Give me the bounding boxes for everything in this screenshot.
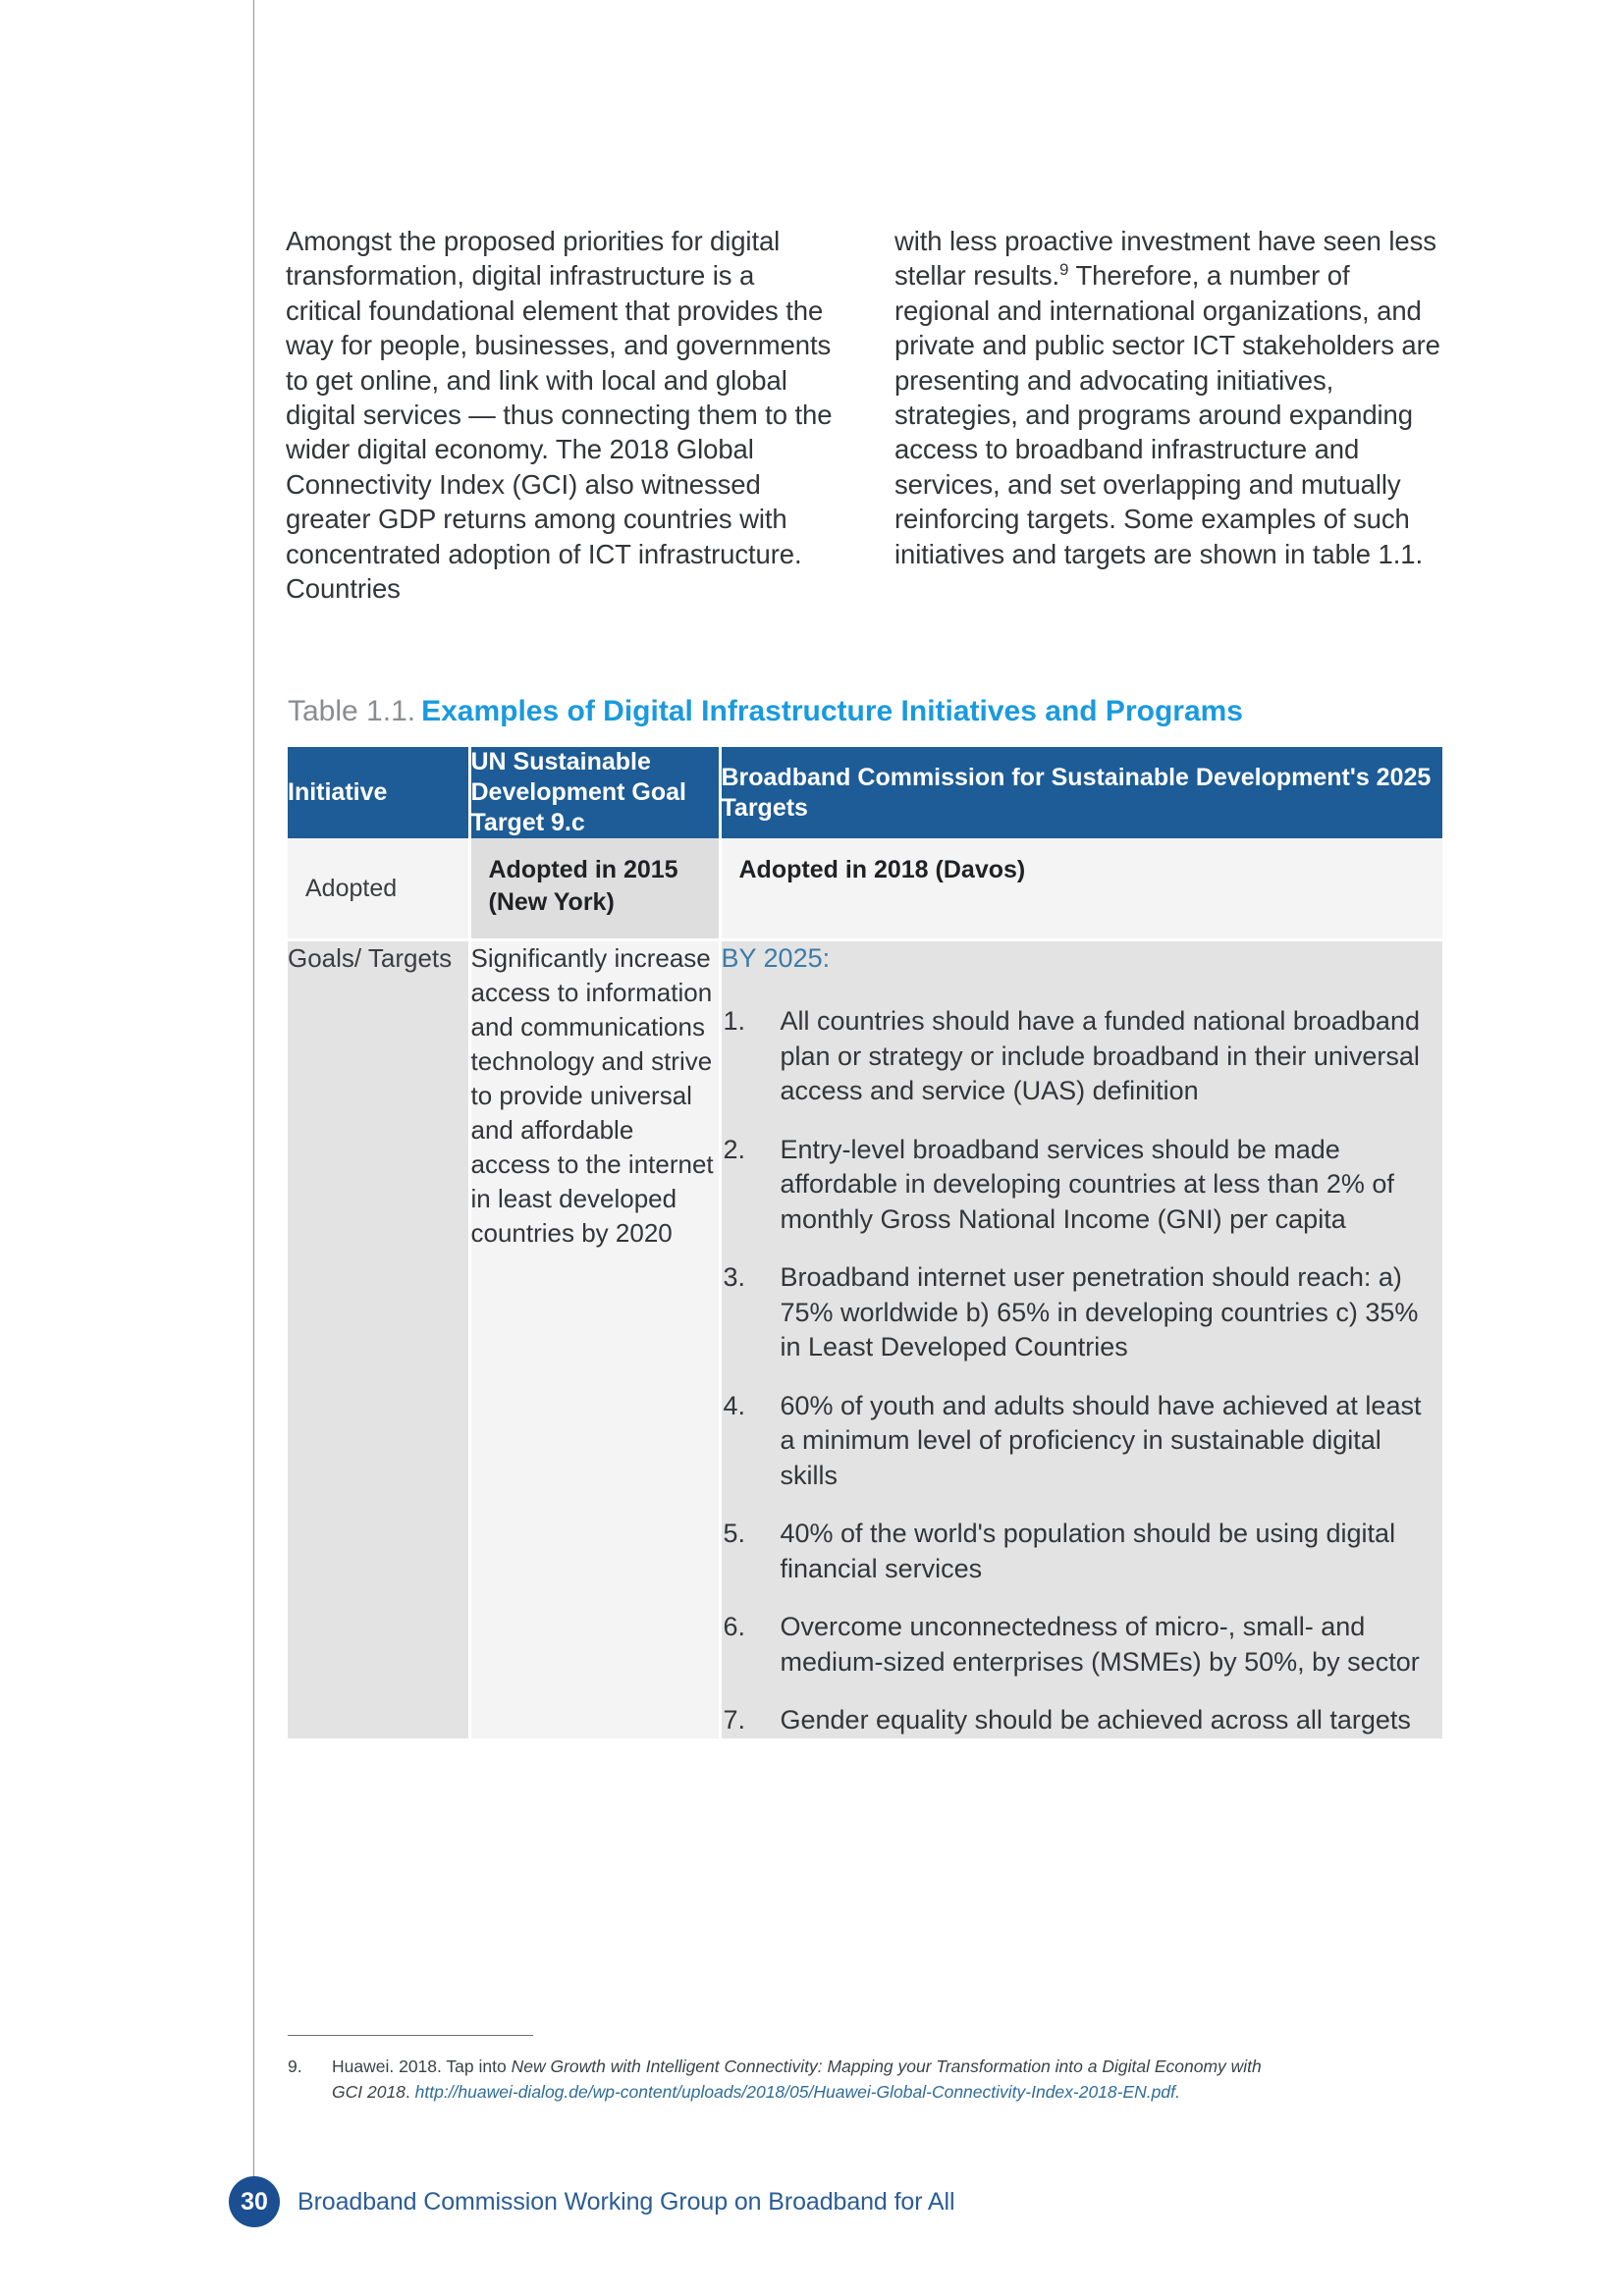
table-header-sdg-target: UN Sustainable Development Goal Target 9.c (469, 747, 720, 838)
footer-organization-text: Broadband Commission Working Group on Broadband for All (298, 2187, 955, 2216)
table-caption (288, 693, 1243, 730)
cell-sdg-target-text: Significantly increase access to information and communications technology and strive to provide universal and affordable access to the internet in least developed countries by 2020 (469, 940, 720, 1738)
table-header-broadband-commission: Broadband Commission for Sustainable Development's 2025 Targets (720, 747, 1442, 838)
body-right-column (894, 224, 1444, 606)
page-number-badge: 30 (229, 2176, 280, 2227)
cell-adopted-2018: Adopted in 2018 (Davos) (720, 838, 1442, 940)
body-left-column (286, 224, 836, 606)
table-row-adopted (288, 838, 1442, 940)
target-item: Gender equality should be achieved across all targets (780, 1705, 1411, 1735)
target-item: All countries should have a funded national broadband plan or strategy or include broadband in their universal access and service (UAS) definition (780, 1006, 1420, 1105)
page-margin-rule (253, 0, 254, 2206)
body-columns (286, 224, 1444, 606)
footnote-text-after: . (405, 2082, 415, 2102)
row-label-adopted: Adopted (288, 838, 469, 940)
page-footer (229, 2176, 954, 2227)
by-2025-label: BY 2025: (721, 943, 831, 973)
footnote-italic-title: New Growth with Intelligent Connectivity: Mapping your Transformation into a Digital Economy with GCI 2018 (332, 2056, 1262, 2102)
target-item: Overcome unconnectedness of micro-, small- and medium-sized enterprises (MSMEs) by 50%, by sector (780, 1612, 1420, 1677)
table-caption-title: Examples of Digital Infrastructure Initiatives and Programs (421, 695, 1243, 727)
table-header-initiative: Initiative (288, 747, 469, 838)
footnote-reference-9: 9 (1059, 260, 1069, 280)
target-item: 40% of the world's population should be using digital financial services (780, 1519, 1396, 1583)
body-right-paragraph (894, 224, 1444, 571)
footnote-url-link[interactable]: http://huawei-dialog.de/wp-content/uploads/2018/05/Huawei-Global-Connectivity-Index-2018-EN.pdf. (414, 2082, 1180, 2102)
body-right-text-pre: with less proactive investment have seen less stellar results. (894, 226, 1436, 292)
initiatives-table (288, 747, 1442, 1738)
target-item: Broadband internet user penetration should reach: a) 75% worldwide b) 65% in developing countries c) 35% in Least Developed Countries (780, 1262, 1419, 1362)
page-content (241, 0, 1444, 2296)
targets-list (722, 1004, 1443, 1738)
table-header-row (288, 747, 1442, 838)
footnote-block (288, 2035, 1270, 2105)
table-header (288, 747, 1442, 838)
footnote-9 (288, 2054, 1270, 2105)
footnote-text-before: Huawei. 2018. Tap into (332, 2056, 512, 2076)
target-item: Entry-level broadband services should be made affordable in developing countries at less than 2% of monthly Gross National Income (GNI) per capita (780, 1134, 1394, 1234)
cell-adopted-2015: Adopted in 2015 (New York) (469, 838, 720, 940)
footnote-divider (288, 2035, 533, 2036)
footnote-number: 9. (288, 2056, 302, 2076)
body-right-text-post: Therefore, a number of regional and international organizations, and private and public sector ICT stakeholders are presenting and advocating initiatives, strategies, and programs around expanding access to broadband infrastructure and services, and set overlapping and mutually reinforcing targets. Some examples of such initiatives and targets are shown in table 1.1. (894, 260, 1440, 569)
table-caption-label: Table 1.1. (288, 695, 416, 727)
cell-2025-targets (720, 940, 1442, 1738)
row-label-goals-targets: Goals/ Targets (288, 940, 469, 1738)
body-left-paragraph: Amongst the proposed priorities for digital transformation, digital infrastructure is a critical foundational element that provides the way for people, businesses, and governments to get online, and link with local and global digital services — thus connecting them to the wider digital economy. The 2018 Global Connectivity Index (GCI) also witnessed greater GDP returns among countries with concentrated adoption of ICT infrastructure. Countries (286, 226, 833, 605)
target-item: 60% of youth and adults should have achieved at least a minimum level of proficiency in sustainable digital skills (780, 1390, 1422, 1490)
table-body (288, 838, 1442, 1738)
table-row-goals-targets (288, 940, 1442, 1738)
